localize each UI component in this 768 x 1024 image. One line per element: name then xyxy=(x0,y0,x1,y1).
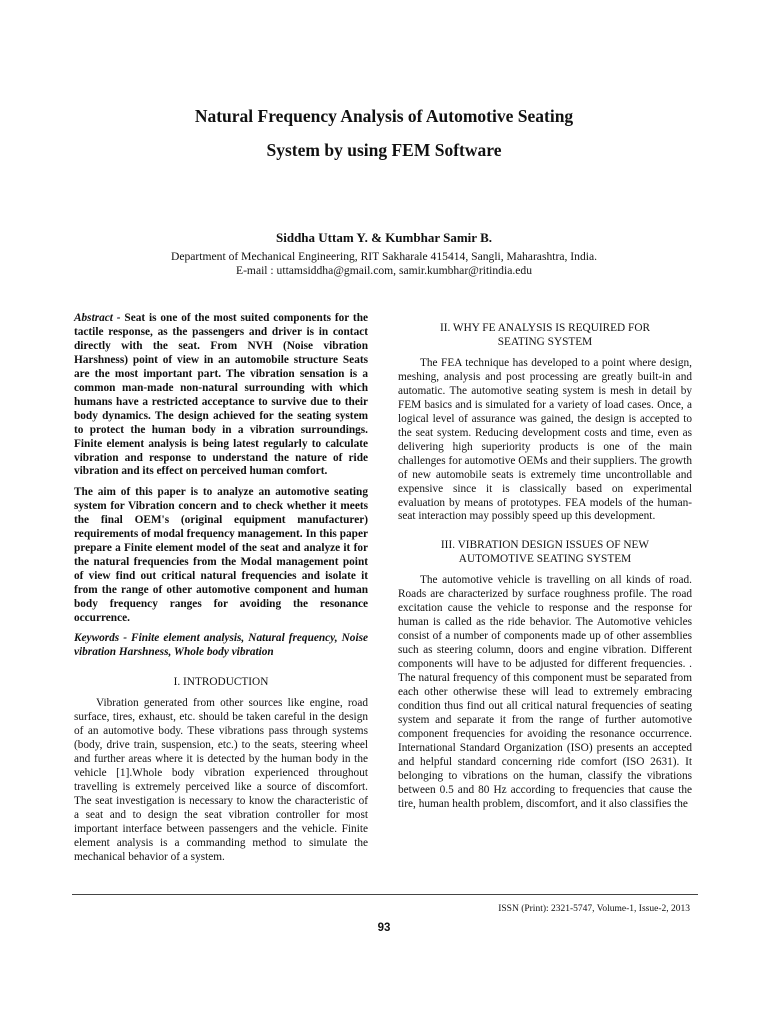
section-heading-introduction: I. INTRODUCTION xyxy=(173,675,269,688)
section-heading-2-line-1: II. WHY FE ANALYSIS IS REQUIRED FOR xyxy=(439,322,651,334)
introduction-text: Vibration generated from other sources like engine, road surface, tires, exhaust, etc. should be taken careful in the design of an automotive body. These vibrations pass through systems (body, drive train, suspension, etc.) to the seats, steering wheel and further areas where it is detected by the human body in the vehicle [1].Whole body vibration experienced throughout travelling is extremely perceived like a source of discomfort. The seat investigation is necessary to know the characteristic of a seat and to design the seat vibration controller for most important interface between passengers and the vehicle. Finite element analysis is a commanding method to simulate the mechanical behavior of a system. xyxy=(74,697,368,863)
keywords: Keywords - Finite element analysis, Natural frequency, Noise vibration Harshness, Whole body vibration xyxy=(74,631,368,658)
abstract-paragraph xyxy=(74,312,368,479)
affiliation-block xyxy=(0,250,768,278)
left-column xyxy=(74,312,368,865)
section-2-text: The FEA technique has developed to a point where design, meshing, analysis and post processing are greatly built-in and automatic. The automotive seating system is mesh in detail by FEM basics and is simulated for a variety of load cases. Once, a logical level of assurance was gained, the design is accepted to the seat system. Reducing development costs and time, even as delivering high superiority products is one of the main challenges for automotive OEMs and their suppliers. The growth of new automobile seats is extremely time uncontrollable and expensive since it is classically based on experimental evaluation by means of prototypes. FEA models of the human-seat interaction may possibly speed up this development. xyxy=(398,357,692,523)
section-heading-2-line-2: SEATING SYSTEM xyxy=(497,335,593,348)
abstract-paragraph-2: The aim of this paper is to analyze an automotive seating system for Vibration concern and to check whether it meets the final OEM's (original equipment manufacturer) requirements of modal frequency management. In this paper prepare a Finite element model of the seat and analyze it for the natural frequencies from the Modal management point of view find out critical natural frequencies and isolate it from the range of other automotive component and human body frequency ranges for avoiding the resonance occurrence. xyxy=(74,486,368,625)
section-heading-3-line-1: III. VIBRATION DESIGN ISSUES OF NEW xyxy=(440,539,650,552)
section-heading-3-line-2: AUTOMOTIVE SEATING SYSTEM xyxy=(458,552,632,565)
right-column xyxy=(398,322,692,812)
section-3-text: The automotive vehicle is travelling on all kinds of road. Roads are characterized by surface roughness profile. The road excitation cause the vehicle to response and the response for human is called as the ride behavior. The Automotive vehicles consist of a number of components made up of other assemblies such as steering column, doors and engine vibration. Different components will have to be adjusted for different frequencies. . The natural frequency of this component must be separated from each other otherwise these will lead to extremely embracing condition thus find out all critical natural frequencies of seating system and separate it from the range of further automotive component frequencies for avoiding the resonance occurrence. International Standard Organization (ISO) presents an accepted and helpful standard concerning ride comfort (ISO 2631). It belonging to vibrations on the human, classify the vibrations between 0.5 and 80 Hz according to frequencies that cause the tire, human health problem, discomfort, and it also classifies the xyxy=(398,574,692,810)
authors: Siddha Uttam Y. & Kumbhar Samir B. xyxy=(276,230,492,245)
abstract-label: Abstract - xyxy=(74,312,121,324)
footer-issn: ISSN (Print): 2321-5747, Volume-1, Issue-2, 2013 xyxy=(498,904,690,914)
page-number: 93 xyxy=(377,922,391,934)
footer-rule xyxy=(72,894,698,895)
abstract-text: Seat is one of the most suited components for the tactile response, as the passengers and driver is in contact directly with the seat. From NVH (Noise vibration Harshness) point of view in an automobile structure Seats are the most important part. The vibration sensation is a common man-made non-natural surrounding with which humans have a restricted acceptance to survive due to their body dynamics. The design achieved for the seating system to protect the human body in a vibration surroundings. Finite element analysis is being latest regularly to calculate vibration and response to understand the nature of ride vibration and its effect on perceived human comfort. xyxy=(74,312,368,478)
paper-title-line-1: Natural Frequency Analysis of Automotive Seating xyxy=(194,106,574,126)
affiliation: Department of Mechanical Engineering, RIT Sakharale 415414, Sangli, Maharashtra, India. xyxy=(170,250,598,263)
email: E-mail : uttamsiddha@gmail.com, samir.kumbhar@ritindia.edu xyxy=(235,264,532,277)
paper-title-line-2: System by using FEM Software xyxy=(266,140,502,160)
